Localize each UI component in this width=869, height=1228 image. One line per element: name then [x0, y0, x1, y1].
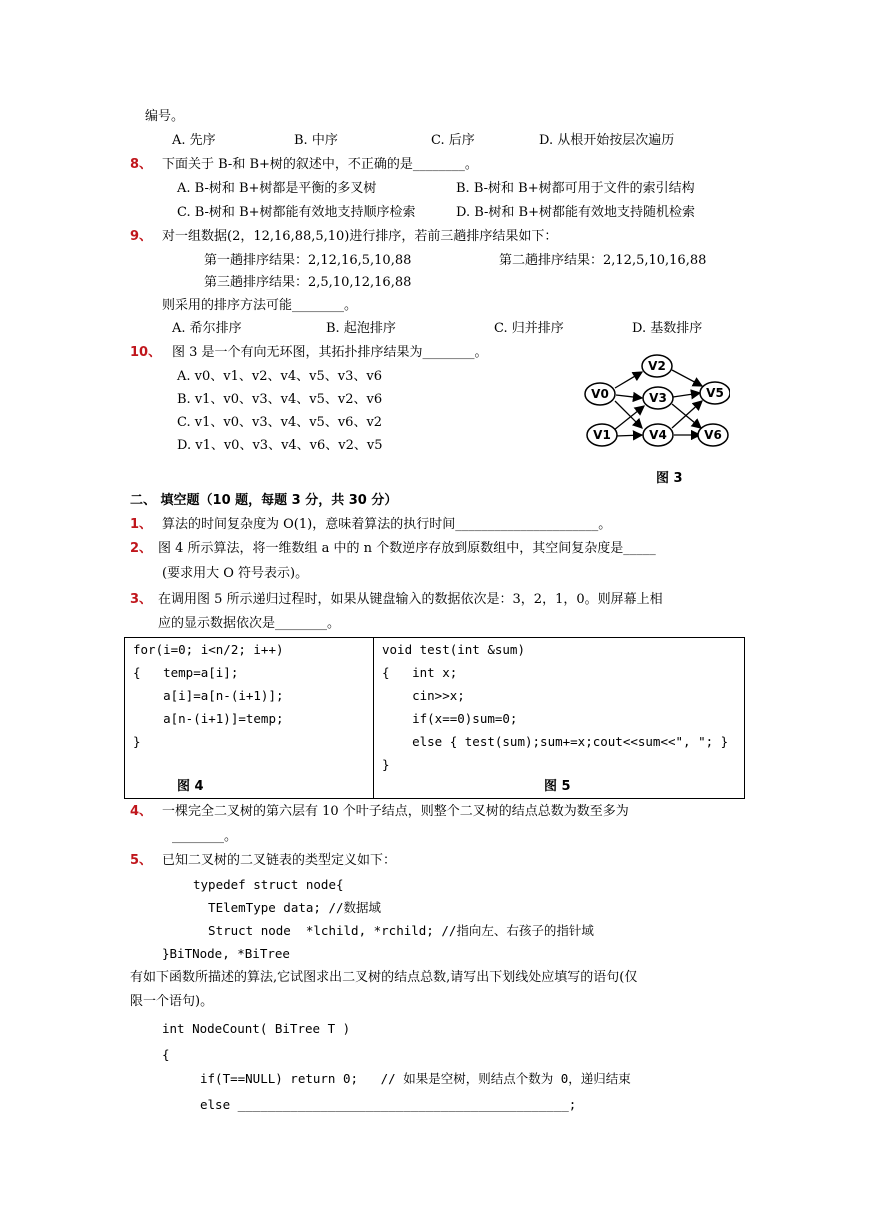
- figure3-caption: 图 3: [656, 471, 683, 486]
- q9-pass3: 第三趟排序结果：2,5,10,12,16,88: [204, 275, 412, 290]
- figure4-cell: [125, 638, 374, 799]
- q7-option-d: D. 从根开始按层次遍历: [539, 133, 675, 148]
- figure5-line-5: else { test(sum);sum+=x;cout<<sum<<", "; }: [382, 734, 729, 749]
- f5-func-line-3: if(T==NULL) return 0; // 如果是空树，则结点个数为 0，递归结束: [200, 1071, 631, 1086]
- node-v2-label: V2: [648, 359, 666, 373]
- f5-description-line-1: 有如下函数所描述的算法,它试图求出二叉树的结点总数,请写出下划线处应填写的语句(仅: [130, 970, 638, 985]
- f1-text: 算法的时间复杂度为 O(1)，意味着算法的执行时间______________________。: [162, 517, 612, 532]
- f4-number: 4、: [130, 804, 153, 819]
- q7-continuation: 编号。: [145, 109, 185, 124]
- q9-pass1: 第一趟排序结果：2,12,16,5,10,88: [204, 253, 412, 268]
- node-v1-label: V1: [593, 428, 611, 442]
- f5-func-line-1: int NodeCount( BiTree T ): [162, 1021, 351, 1036]
- f3-text: 在调用图 5 所示递归过程时，如果从键盘输入的数据依次是：3，2，1，0。则屏幕上相: [158, 592, 663, 607]
- figure4-line-5: }: [133, 734, 141, 749]
- q10-stem: 图 3 是一个有向无环图，其拓扑排序结果为________。: [172, 345, 488, 360]
- f5-code-line-4: }BiTNode, *BiTree: [162, 946, 290, 961]
- q10-number: 10、: [130, 345, 162, 360]
- edge-v1-v4: [616, 435, 642, 436]
- figure5-line-4: if(x==0)sum=0;: [382, 711, 518, 726]
- edge-v4-v5: [672, 401, 702, 428]
- figure3-dag: [580, 348, 730, 452]
- figure5-line-3: cin>>x;: [382, 688, 465, 703]
- q7-option-c: C. 后序: [431, 133, 475, 148]
- f5-description-line-2: 限一个语句)。: [130, 994, 214, 1009]
- q10-option-a: A. v0、v1、v2、v4、v5、v3、v6: [177, 369, 382, 384]
- q7-option-b: B. 中序: [294, 133, 338, 148]
- edge-v2-v5: [672, 370, 702, 386]
- f5-text: 已知二叉树的二叉链表的类型定义如下：: [162, 853, 397, 868]
- q9-option-c: C. 归并排序: [494, 321, 564, 336]
- edge-v0-v3: [616, 395, 642, 398]
- f3-continuation: 应的显示数据依次是________。: [158, 616, 341, 631]
- figure4-line-1: for(i=0; i<n/2; i++): [133, 642, 284, 657]
- q9-pass2: 第二趟排序结果：2,12,5,10,16,88: [499, 253, 707, 268]
- q9-option-b: B. 起泡排序: [326, 321, 396, 336]
- q8-option-b: B. B-树和 B+树都可用于文件的索引结构: [456, 181, 695, 196]
- code-figures-table: [124, 637, 745, 799]
- f3-number: 3、: [130, 592, 153, 607]
- f2-continuation: (要求用大 O 符号表示)。: [162, 566, 309, 581]
- edge-v3-v5: [673, 393, 700, 397]
- q10-option-d: D. v1、v0、v3、v4、v6、v2、v5: [177, 438, 383, 453]
- q9-ask: 则采用的排序方法可能________。: [162, 298, 358, 313]
- figure5-cell: [374, 638, 745, 799]
- figure5-caption: 图 5: [544, 779, 571, 794]
- f5-code-line-3: Struct node *lchild, *rchild; //指向左、右孩子的指针域: [193, 923, 594, 938]
- edge-v0-v4: [615, 401, 642, 428]
- q8-number: 8、: [130, 157, 153, 172]
- f5-func-line-4: else ____________________________________________;: [200, 1097, 577, 1112]
- q10-option-b: B. v1、v0、v3、v4、v5、v2、v6: [177, 392, 383, 407]
- q8-option-d: D. B-树和 B+树都能有效地支持随机检索: [456, 205, 695, 220]
- figure5-line-1: void test(int &sum): [382, 642, 525, 657]
- f2-text: 图 4 所示算法，将一维数组 a 中的 n 个数逆序存放到原数组中，其空间复杂度是_____: [158, 541, 656, 556]
- f5-number: 5、: [130, 853, 153, 868]
- node-v3-label: V3: [649, 391, 667, 405]
- f1-number: 1、: [130, 517, 153, 532]
- edge-v0-v2: [615, 372, 642, 388]
- q9-stem: 对一组数据(2，12,16,88,5,10)进行排序，若前三趟排序结果如下：: [162, 229, 558, 244]
- section2-title: 二、 填空题（10 题，每题 3 分，共 30 分）: [130, 493, 398, 508]
- figure4-line-4: a[n-(i+1)]=temp;: [133, 711, 284, 726]
- f4-text: 一棵完全二叉树的第六层有 10 个叶子结点，则整个二叉树的结点总数为数至多为: [162, 804, 629, 819]
- figure4-line-3: a[i]=a[n-(i+1)];: [133, 688, 284, 703]
- f4-continuation: ________。: [172, 829, 238, 844]
- q8-option-a: A. B-树和 B+树都是平衡的多叉树: [177, 181, 377, 196]
- q8-option-c: C. B-树和 B+树都能有效地支持顺序检索: [177, 205, 416, 220]
- f5-code-line-1: typedef struct node{: [193, 877, 344, 892]
- q9-option-d: D. 基数排序: [632, 321, 703, 336]
- q9-number: 9、: [130, 229, 153, 244]
- figure4-line-2: { temp=a[i];: [133, 665, 239, 680]
- figure5-line-6: }: [382, 757, 390, 772]
- q8-stem: 下面关于 B-和 B+树的叙述中，不正确的是________。: [162, 157, 478, 172]
- node-v5-label: V5: [706, 386, 724, 400]
- q10-option-c: C. v1、v0、v3、v4、v5、v6、v2: [177, 415, 383, 430]
- q7-option-a: A. 先序: [172, 133, 216, 148]
- node-v6-label: V6: [704, 428, 722, 442]
- q9-option-a: A. 希尔排序: [172, 321, 242, 336]
- f5-code-line-2: TElemType data; //数据域: [193, 900, 382, 915]
- node-v4-label: V4: [649, 428, 667, 442]
- f5-func-line-2: {: [162, 1047, 170, 1062]
- figure5-line-2: { int x;: [382, 665, 458, 680]
- f2-number: 2、: [130, 541, 153, 556]
- node-v0-label: V0: [591, 387, 609, 401]
- figure4-caption: 图 4: [177, 779, 204, 794]
